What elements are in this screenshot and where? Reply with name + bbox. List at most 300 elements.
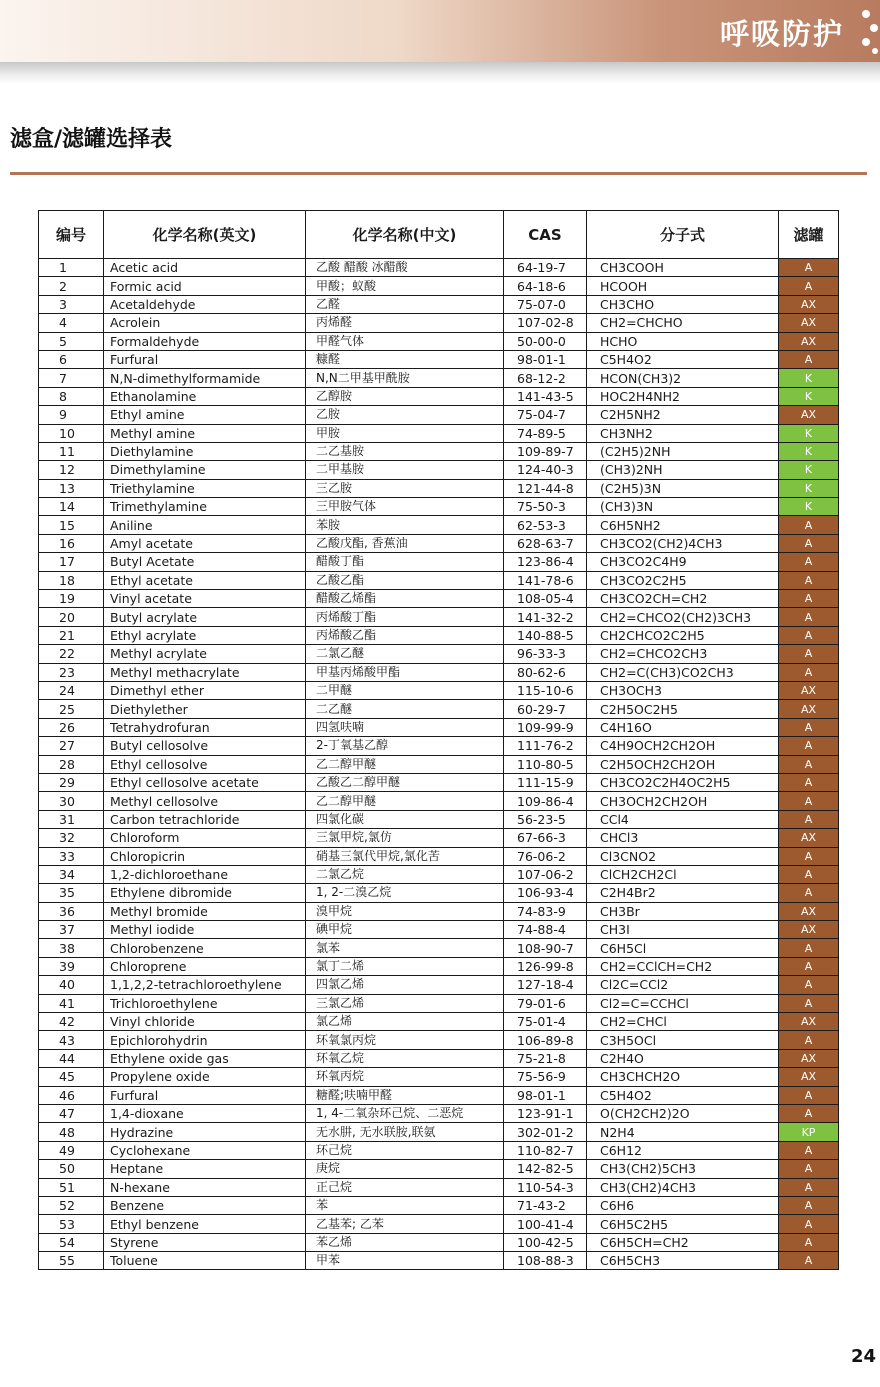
cas-number: 75-01-4 xyxy=(504,1013,587,1031)
table-row xyxy=(39,847,839,865)
cas-number: 64-18-6 xyxy=(504,277,587,295)
cas-number: 75-21-8 xyxy=(504,1049,587,1067)
chemical-name-en: Formaldehyde xyxy=(104,332,306,350)
molecular-formula: CH2=CHCl xyxy=(587,1013,779,1031)
molecular-formula: C6H5CH3 xyxy=(587,1252,779,1270)
molecular-formula: (C2H5)3N xyxy=(587,479,779,497)
molecular-formula: CH3COOH xyxy=(587,259,779,277)
canister-type: AX xyxy=(779,406,839,424)
chemical-name-en: N,N-dimethylformamide xyxy=(104,369,306,387)
chemical-name-cn: 醋酸乙烯酯 xyxy=(306,590,504,608)
canister-type: A xyxy=(779,957,839,975)
chemical-name-cn: 苯胺 xyxy=(306,516,504,534)
chemical-name-en: 1,2-dichloroethane xyxy=(104,865,306,883)
cas-number: 110-80-5 xyxy=(504,755,587,773)
chemical-name-cn: 三氯甲烷,氯仿 xyxy=(306,829,504,847)
cas-number: 50-00-0 xyxy=(504,332,587,350)
cas-number: 108-05-4 xyxy=(504,590,587,608)
chemical-name-cn: 三乙胺 xyxy=(306,479,504,497)
chemical-name-en: Dimethyl ether xyxy=(104,681,306,699)
row-number: 49 xyxy=(39,1141,104,1159)
table-row xyxy=(39,1123,839,1141)
molecular-formula: C4H9OCH2CH2OH xyxy=(587,737,779,755)
row-number: 44 xyxy=(39,1049,104,1067)
table-row xyxy=(39,424,839,442)
molecular-formula: CH3OCH3 xyxy=(587,681,779,699)
chemical-name-en: Methyl methacrylate xyxy=(104,663,306,681)
canister-type: AX xyxy=(779,1013,839,1031)
molecular-formula: C6H5C2H5 xyxy=(587,1215,779,1233)
cas-number: 124-40-3 xyxy=(504,461,587,479)
row-number: 52 xyxy=(39,1196,104,1214)
chemical-name-en: Ethylene oxide gas xyxy=(104,1049,306,1067)
canister-type: A xyxy=(779,1233,839,1251)
table-row xyxy=(39,645,839,663)
canister-type: A xyxy=(779,1196,839,1214)
cas-number: 74-88-4 xyxy=(504,921,587,939)
chemical-name-en: Heptane xyxy=(104,1160,306,1178)
molecular-formula: Cl2=C=CCHCl xyxy=(587,994,779,1012)
canister-type: A xyxy=(779,884,839,902)
cas-number: 109-99-9 xyxy=(504,718,587,736)
molecular-formula: O(CH2CH2)2O xyxy=(587,1104,779,1122)
chemical-name-cn: 环氧氯丙烷 xyxy=(306,1031,504,1049)
cas-number: 107-06-2 xyxy=(504,865,587,883)
canister-type: A xyxy=(779,626,839,644)
chemical-name-cn: 二甲醚 xyxy=(306,681,504,699)
molecular-formula: C6H5CH=CH2 xyxy=(587,1233,779,1251)
chemical-name-en: Methyl cellosolve xyxy=(104,792,306,810)
filter-selection-table xyxy=(38,210,839,1270)
molecular-formula: CH2=CHCHO xyxy=(587,314,779,332)
header-formula: 分子式 xyxy=(587,211,779,259)
chemical-name-cn: 甲苯 xyxy=(306,1252,504,1270)
cas-number: 141-43-5 xyxy=(504,387,587,405)
canister-type: AX xyxy=(779,1068,839,1086)
header-name-en: 化学名称(英文) xyxy=(104,211,306,259)
header-cas: CAS xyxy=(504,211,587,259)
canister-type: AX xyxy=(779,681,839,699)
row-number: 23 xyxy=(39,663,104,681)
row-number: 11 xyxy=(39,442,104,460)
chemical-name-cn: 三甲胺气体 xyxy=(306,498,504,516)
molecular-formula: CH3(CH2)4CH3 xyxy=(587,1178,779,1196)
canister-type: A xyxy=(779,1104,839,1122)
table-row xyxy=(39,259,839,277)
chemical-name-cn: 甲醛气体 xyxy=(306,332,504,350)
cas-number: 79-01-6 xyxy=(504,994,587,1012)
table-row xyxy=(39,498,839,516)
cas-number: 56-23-5 xyxy=(504,810,587,828)
table-row xyxy=(39,406,839,424)
molecular-formula: C2H4Br2 xyxy=(587,884,779,902)
row-number: 37 xyxy=(39,921,104,939)
cas-number: 111-15-9 xyxy=(504,773,587,791)
table-row xyxy=(39,1013,839,1031)
row-number: 47 xyxy=(39,1104,104,1122)
row-number: 8 xyxy=(39,387,104,405)
chemical-name-cn: 四氢呋喃 xyxy=(306,718,504,736)
cas-number: 302-01-2 xyxy=(504,1123,587,1141)
row-number: 53 xyxy=(39,1215,104,1233)
row-number: 29 xyxy=(39,773,104,791)
row-number: 51 xyxy=(39,1178,104,1196)
chemical-name-en: Amyl acetate xyxy=(104,534,306,552)
canister-type: A xyxy=(779,1160,839,1178)
chemical-name-en: N-hexane xyxy=(104,1178,306,1196)
chemical-name-en: Acrolein xyxy=(104,314,306,332)
molecular-formula: HCOOH xyxy=(587,277,779,295)
row-number: 50 xyxy=(39,1160,104,1178)
molecular-formula: C5H4O2 xyxy=(587,350,779,368)
molecular-formula: CH3NH2 xyxy=(587,424,779,442)
cas-number: 123-86-4 xyxy=(504,553,587,571)
table-row xyxy=(39,387,839,405)
table-row xyxy=(39,1178,839,1196)
cas-number: 141-78-6 xyxy=(504,571,587,589)
canister-type: A xyxy=(779,1178,839,1196)
cas-number: 68-12-2 xyxy=(504,369,587,387)
header-shadow xyxy=(0,62,880,84)
chemical-name-en: Chloropicrin xyxy=(104,847,306,865)
chemical-name-cn: 乙酸乙二醇甲醚 xyxy=(306,773,504,791)
header-number: 编号 xyxy=(39,211,104,259)
row-number: 38 xyxy=(39,939,104,957)
chemical-name-cn: 乙酸乙酯 xyxy=(306,571,504,589)
cas-number: 64-19-7 xyxy=(504,259,587,277)
canister-type: AX xyxy=(779,829,839,847)
molecular-formula: HCON(CH3)2 xyxy=(587,369,779,387)
canister-type: AX xyxy=(779,314,839,332)
chemical-name-cn: 糖醛;呋喃甲醛 xyxy=(306,1086,504,1104)
molecular-formula: CH2=CHCO2(CH2)3CH3 xyxy=(587,608,779,626)
cas-number: 106-89-8 xyxy=(504,1031,587,1049)
chemical-name-en: Cyclohexane xyxy=(104,1141,306,1159)
cas-number: 141-32-2 xyxy=(504,608,587,626)
canister-type: A xyxy=(779,259,839,277)
cas-number: 115-10-6 xyxy=(504,681,587,699)
chemical-name-en: Ethyl acetate xyxy=(104,571,306,589)
molecular-formula: (CH3)2NH xyxy=(587,461,779,479)
molecular-formula: C6H5NH2 xyxy=(587,516,779,534)
cas-number: 123-91-1 xyxy=(504,1104,587,1122)
canister-type: A xyxy=(779,590,839,608)
chemical-name-en: Acetaldehyde xyxy=(104,295,306,313)
table-row xyxy=(39,902,839,920)
row-number: 4 xyxy=(39,314,104,332)
canister-type: A xyxy=(779,847,839,865)
canister-type: A xyxy=(779,976,839,994)
molecular-formula: C3H5OCl xyxy=(587,1031,779,1049)
table-body xyxy=(39,259,839,1270)
chemical-name-en: Chloroprene xyxy=(104,957,306,975)
cas-number: 74-89-5 xyxy=(504,424,587,442)
row-number: 18 xyxy=(39,571,104,589)
molecular-formula: C2H4O xyxy=(587,1049,779,1067)
molecular-formula: CH3CO2C4H9 xyxy=(587,553,779,571)
cas-number: 67-66-3 xyxy=(504,829,587,847)
molecular-formula: CH3(CH2)5CH3 xyxy=(587,1160,779,1178)
table-row xyxy=(39,884,839,902)
table-row xyxy=(39,865,839,883)
table-row xyxy=(39,663,839,681)
row-number: 7 xyxy=(39,369,104,387)
chemical-name-en: Methyl iodide xyxy=(104,921,306,939)
decorative-dots-icon xyxy=(850,8,880,58)
row-number: 36 xyxy=(39,902,104,920)
cas-number: 107-02-8 xyxy=(504,314,587,332)
cas-number: 60-29-7 xyxy=(504,700,587,718)
chemical-name-en: Epichlorohydrin xyxy=(104,1031,306,1049)
molecular-formula: C2H5OC2H5 xyxy=(587,700,779,718)
canister-type: A xyxy=(779,663,839,681)
chemical-name-cn: 苯乙烯 xyxy=(306,1233,504,1251)
chemical-name-cn: 丙烯醛 xyxy=(306,314,504,332)
table-row xyxy=(39,314,839,332)
canister-type: A xyxy=(779,645,839,663)
table-row xyxy=(39,350,839,368)
table-row xyxy=(39,1141,839,1159)
table-row xyxy=(39,957,839,975)
canister-type: K xyxy=(779,442,839,460)
table-row xyxy=(39,1104,839,1122)
molecular-formula: CH3CHCH2O xyxy=(587,1068,779,1086)
table-row xyxy=(39,1252,839,1270)
chemical-name-en: Triethylamine xyxy=(104,479,306,497)
cas-number: 111-76-2 xyxy=(504,737,587,755)
row-number: 10 xyxy=(39,424,104,442)
molecular-formula: CH2=C(CH3)CO2CH3 xyxy=(587,663,779,681)
chemical-name-cn: 氯苯 xyxy=(306,939,504,957)
molecular-formula: CH3CO2C2H4OC2H5 xyxy=(587,773,779,791)
row-number: 24 xyxy=(39,681,104,699)
molecular-formula: CH3Br xyxy=(587,902,779,920)
chemical-name-en: Tetrahydrofuran xyxy=(104,718,306,736)
cas-number: 71-43-2 xyxy=(504,1196,587,1214)
chemical-name-cn: 乙胺 xyxy=(306,406,504,424)
section-title: 滤盒/滤罐选择表 xyxy=(10,127,173,152)
cas-number: 140-88-5 xyxy=(504,626,587,644)
table-row xyxy=(39,1031,839,1049)
canister-type: A xyxy=(779,994,839,1012)
table-row xyxy=(39,571,839,589)
table-row xyxy=(39,700,839,718)
molecular-formula: CH2=CClCH=CH2 xyxy=(587,957,779,975)
canister-type: A xyxy=(779,553,839,571)
chemical-name-cn: 乙二醇甲醚 xyxy=(306,792,504,810)
canister-type: AX xyxy=(779,332,839,350)
table-row xyxy=(39,921,839,939)
molecular-formula: CH3CO2C2H5 xyxy=(587,571,779,589)
canister-type: KP xyxy=(779,1123,839,1141)
row-number: 46 xyxy=(39,1086,104,1104)
cas-number: 142-82-5 xyxy=(504,1160,587,1178)
chemical-name-cn: 1, 4-二氧杂环己烷、二恶烷 xyxy=(306,1104,504,1122)
canister-type: A xyxy=(779,350,839,368)
cas-number: 110-82-7 xyxy=(504,1141,587,1159)
table-row xyxy=(39,626,839,644)
table-row xyxy=(39,755,839,773)
row-number: 55 xyxy=(39,1252,104,1270)
chemical-name-en: Diethylether xyxy=(104,700,306,718)
table-header-row xyxy=(39,211,839,259)
molecular-formula: C5H4O2 xyxy=(587,1086,779,1104)
row-number: 6 xyxy=(39,350,104,368)
row-number: 14 xyxy=(39,498,104,516)
table-row xyxy=(39,553,839,571)
canister-type: K xyxy=(779,369,839,387)
table-row xyxy=(39,295,839,313)
chemical-name-cn: 氯丁二烯 xyxy=(306,957,504,975)
canister-type: K xyxy=(779,424,839,442)
canister-type: K xyxy=(779,479,839,497)
cas-number: 628-63-7 xyxy=(504,534,587,552)
canister-type: A xyxy=(779,718,839,736)
cas-number: 106-93-4 xyxy=(504,884,587,902)
chemical-name-cn: 二甲基胺 xyxy=(306,461,504,479)
row-number: 39 xyxy=(39,957,104,975)
molecular-formula: CH3CHO xyxy=(587,295,779,313)
cas-number: 121-44-8 xyxy=(504,479,587,497)
canister-type: A xyxy=(779,1031,839,1049)
table-row xyxy=(39,461,839,479)
chemical-name-cn: 二氯乙醚 xyxy=(306,645,504,663)
row-number: 13 xyxy=(39,479,104,497)
chemical-name-cn: 硝基三氯代甲烷,氯化苦 xyxy=(306,847,504,865)
chemical-name-en: 1,4-dioxane xyxy=(104,1104,306,1122)
cas-number: 74-83-9 xyxy=(504,902,587,920)
molecular-formula: C6H6 xyxy=(587,1196,779,1214)
chemical-name-en: Carbon tetrachloride xyxy=(104,810,306,828)
chemical-name-cn: 醋酸丁酯 xyxy=(306,553,504,571)
row-number: 31 xyxy=(39,810,104,828)
chemical-name-cn: 正己烷 xyxy=(306,1178,504,1196)
chemical-name-en: Furfural xyxy=(104,350,306,368)
chemical-name-cn: 糠醛 xyxy=(306,350,504,368)
row-number: 3 xyxy=(39,295,104,313)
table-row xyxy=(39,939,839,957)
canister-type: A xyxy=(779,608,839,626)
row-number: 32 xyxy=(39,829,104,847)
chemical-name-en: Propylene oxide xyxy=(104,1068,306,1086)
canister-type: AX xyxy=(779,295,839,313)
table-row xyxy=(39,590,839,608)
table-row xyxy=(39,534,839,552)
canister-type: K xyxy=(779,498,839,516)
cas-number: 80-62-6 xyxy=(504,663,587,681)
row-number: 15 xyxy=(39,516,104,534)
chemical-name-cn: 乙醛 xyxy=(306,295,504,313)
row-number: 40 xyxy=(39,976,104,994)
row-number: 43 xyxy=(39,1031,104,1049)
cas-number: 75-56-9 xyxy=(504,1068,587,1086)
table-row xyxy=(39,516,839,534)
chemical-name-en: Hydrazine xyxy=(104,1123,306,1141)
molecular-formula: CH2CHCO2C2H5 xyxy=(587,626,779,644)
row-number: 2 xyxy=(39,277,104,295)
row-number: 25 xyxy=(39,700,104,718)
molecular-formula: (C2H5)2NH xyxy=(587,442,779,460)
cas-number: 109-86-4 xyxy=(504,792,587,810)
row-number: 30 xyxy=(39,792,104,810)
molecular-formula: CH2=CHCO2CH3 xyxy=(587,645,779,663)
chemical-name-en: Trimethylamine xyxy=(104,498,306,516)
chemical-name-en: Vinyl chloride xyxy=(104,1013,306,1031)
table-row xyxy=(39,1196,839,1214)
chemical-name-cn: 溴甲烷 xyxy=(306,902,504,920)
canister-type: A xyxy=(779,737,839,755)
table-row xyxy=(39,332,839,350)
molecular-formula: CH3CO2(CH2)4CH3 xyxy=(587,534,779,552)
chemical-name-cn: 二乙基胺 xyxy=(306,442,504,460)
molecular-formula: C2H5OCH2CH2OH xyxy=(587,755,779,773)
chemical-name-cn: 三氯乙烯 xyxy=(306,994,504,1012)
row-number: 9 xyxy=(39,406,104,424)
row-number: 22 xyxy=(39,645,104,663)
canister-type: AX xyxy=(779,921,839,939)
row-number: 12 xyxy=(39,461,104,479)
chemical-name-cn: 环氧丙烷 xyxy=(306,1068,504,1086)
molecular-formula: CCl4 xyxy=(587,810,779,828)
table-row xyxy=(39,1233,839,1251)
table-row xyxy=(39,369,839,387)
chemical-name-cn: 乙酸 醋酸 冰醋酸 xyxy=(306,259,504,277)
canister-type: A xyxy=(779,1086,839,1104)
cas-number: 126-99-8 xyxy=(504,957,587,975)
row-number: 35 xyxy=(39,884,104,902)
canister-type: A xyxy=(779,516,839,534)
chemical-name-en: Benzene xyxy=(104,1196,306,1214)
chemical-name-en: 1,1,2,2-tetrachloroethylene xyxy=(104,976,306,994)
molecular-formula: CH3CO2CH=CH2 xyxy=(587,590,779,608)
table-row xyxy=(39,718,839,736)
canister-type: A xyxy=(779,810,839,828)
molecular-formula: Cl2C=CCl2 xyxy=(587,976,779,994)
chemical-name-en: Ethyl amine xyxy=(104,406,306,424)
table-row xyxy=(39,277,839,295)
canister-type: A xyxy=(779,865,839,883)
chemical-name-cn: 四氯化碳 xyxy=(306,810,504,828)
cas-number: 75-50-3 xyxy=(504,498,587,516)
row-number: 54 xyxy=(39,1233,104,1251)
table-row xyxy=(39,792,839,810)
row-number: 45 xyxy=(39,1068,104,1086)
table-row xyxy=(39,773,839,791)
chemical-name-en: Diethylamine xyxy=(104,442,306,460)
chemical-name-cn: 丙烯酸丁酯 xyxy=(306,608,504,626)
canister-type: A xyxy=(779,773,839,791)
canister-type: A xyxy=(779,755,839,773)
chemical-name-cn: 环己烷 xyxy=(306,1141,504,1159)
cas-number: 96-33-3 xyxy=(504,645,587,663)
molecular-formula: HCHO xyxy=(587,332,779,350)
row-number: 20 xyxy=(39,608,104,626)
chemical-name-cn: 乙二醇甲醚 xyxy=(306,755,504,773)
page-number: 24 xyxy=(850,1346,876,1367)
cas-number: 75-04-7 xyxy=(504,406,587,424)
chemical-name-cn: 四氯乙烯 xyxy=(306,976,504,994)
canister-type: AX xyxy=(779,902,839,920)
chemical-name-cn: 乙基苯; 乙苯 xyxy=(306,1215,504,1233)
chemical-name-en: Methyl bromide xyxy=(104,902,306,920)
cas-number: 108-90-7 xyxy=(504,939,587,957)
table-row xyxy=(39,1068,839,1086)
canister-type: AX xyxy=(779,1049,839,1067)
table-row xyxy=(39,608,839,626)
section-divider xyxy=(10,172,867,175)
chemical-name-en: Methyl amine xyxy=(104,424,306,442)
chemical-name-en: Ethyl benzene xyxy=(104,1215,306,1233)
